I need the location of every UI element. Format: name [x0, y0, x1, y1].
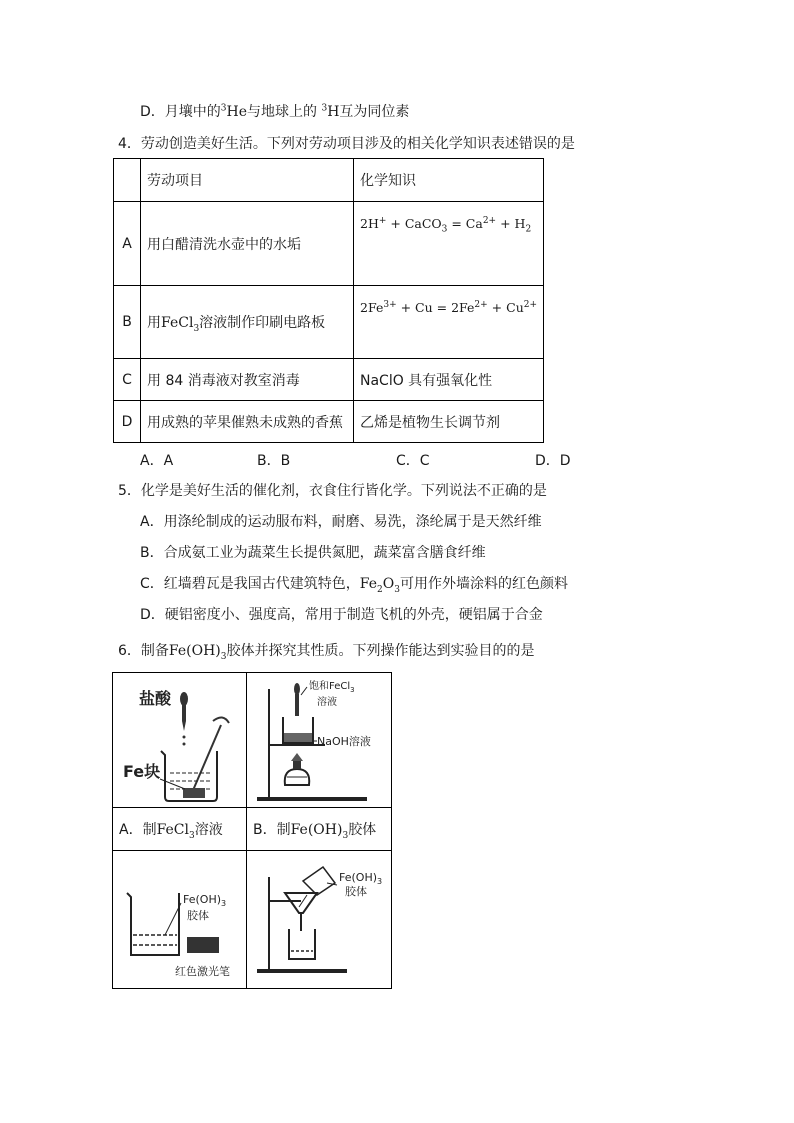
q5-option-c: C．红墙碧瓦是我国古代建筑特色，$Fe_2O_3$可用作外墙涂料的红色颜料	[140, 576, 568, 595]
table-row	[114, 202, 544, 286]
beaker-icon	[161, 751, 217, 801]
acid-label: 盐酸	[139, 689, 172, 708]
laser-pointer-icon	[187, 937, 219, 953]
pouring-beaker-icon	[303, 867, 335, 895]
beaker-icon	[289, 929, 315, 959]
figure-b-cell	[247, 673, 392, 808]
figure-c-tyndall-effect	[113, 851, 246, 988]
figure-d-cell	[247, 851, 392, 989]
colloid-label-2: 胶体	[187, 909, 209, 922]
dropper-icon	[294, 683, 300, 716]
caption-b: B．制$Fe(OH)_3$胶体	[247, 808, 392, 851]
row-knowledge-formula: 2H+ + CaCO$_3$ = $Ca^{2+} + H_2$	[354, 202, 544, 286]
colloid-label-2: 胶体	[345, 885, 367, 898]
row-knowledge: NaClO 具有强氧化性	[354, 359, 544, 401]
table-row	[114, 401, 544, 443]
table-header: 化学知识	[354, 159, 544, 202]
q4-table	[113, 158, 544, 443]
choice-b[interactable]: B．B	[257, 453, 291, 469]
caption-a: A．制FeCl$_3$溶液	[113, 808, 247, 851]
figure-b-label-1: 饱和FeCl$_3$	[309, 681, 355, 694]
row-letter: A	[114, 202, 141, 286]
table-row	[114, 359, 544, 401]
q4-choices	[140, 450, 620, 470]
beaker-icon	[127, 893, 179, 955]
figure-b-make-colloid	[247, 673, 391, 807]
table-header-row	[114, 159, 544, 202]
figure-a-dissolve-iron	[113, 673, 246, 807]
row-letter: D	[114, 401, 141, 443]
dropper-icon	[180, 692, 188, 746]
funnel-icon	[285, 893, 317, 931]
alcohol-lamp-icon	[285, 753, 310, 785]
row-project: 用白醋清洗水壶中的水垢	[141, 202, 354, 286]
metal-label: Fe块	[123, 762, 161, 781]
colloid-label-1: $Fe(OH)_3$	[183, 893, 227, 908]
row-knowledge: 乙烯是植物生长调节剂	[354, 401, 544, 443]
table-row	[114, 286, 544, 359]
colloid-label-1: $Fe(OH)_3$	[339, 871, 383, 886]
row-letter: B	[114, 286, 141, 359]
figure-c-cell	[113, 851, 247, 989]
beaker-icon	[283, 717, 313, 743]
q3-option-d: D．月壤中的$^3$He与地球上的 $^3$H互为同位素	[140, 103, 410, 120]
q6-experiment-grid	[112, 672, 392, 989]
laser-label: 红色激光笔	[175, 965, 230, 978]
q5-stem: 5．化学是美好生活的催化剂，衣食住行皆化学。下列说法不正确的是	[118, 483, 547, 499]
row-project: 用 84 消毒液对教室消毒	[141, 359, 354, 401]
row-letter: C	[114, 359, 141, 401]
row-knowledge-formula: $2Fe^{3+} + Cu = 2Fe^{2+} + Cu^{2+}$	[354, 286, 544, 359]
q5-option-d: D．硬铝密度小、强度高，常用于制造飞机的外壳，硬铝属于合金	[140, 607, 543, 623]
table-cell	[114, 159, 141, 202]
q5-option-b: B．合成氨工业为蔬菜生长提供氮肥，蔬菜富含膳食纤维	[140, 545, 486, 561]
q5-option-a: A．用涤纶制成的运动服布料，耐磨、易洗，涤纶属于是天然纤维	[140, 514, 542, 530]
table-header: 劳动项目	[141, 159, 354, 202]
figure-d-filtration	[247, 851, 391, 988]
choice-c[interactable]: C．C	[396, 453, 430, 469]
figure-a-cell	[113, 673, 247, 808]
q6-stem: 6．制备$Fe(OH)_3$胶体并探究其性质。下列操作能达到实验目的的是	[118, 643, 535, 662]
q4-stem: 4．劳动创造美好生活。下列对劳动项目涉及的相关化学知识表述错误的是	[118, 136, 575, 152]
row-project: 用成熟的苹果催熟未成熟的香蕉	[141, 401, 354, 443]
choice-a[interactable]: A．A	[140, 453, 174, 469]
row-project: 用FeCl$_3$溶液制作印刷电路板	[141, 286, 354, 359]
naoh-label: NaOH溶液	[317, 735, 371, 748]
choice-d[interactable]: D．D	[535, 453, 571, 469]
figure-b-label-2: 溶液	[317, 697, 337, 708]
